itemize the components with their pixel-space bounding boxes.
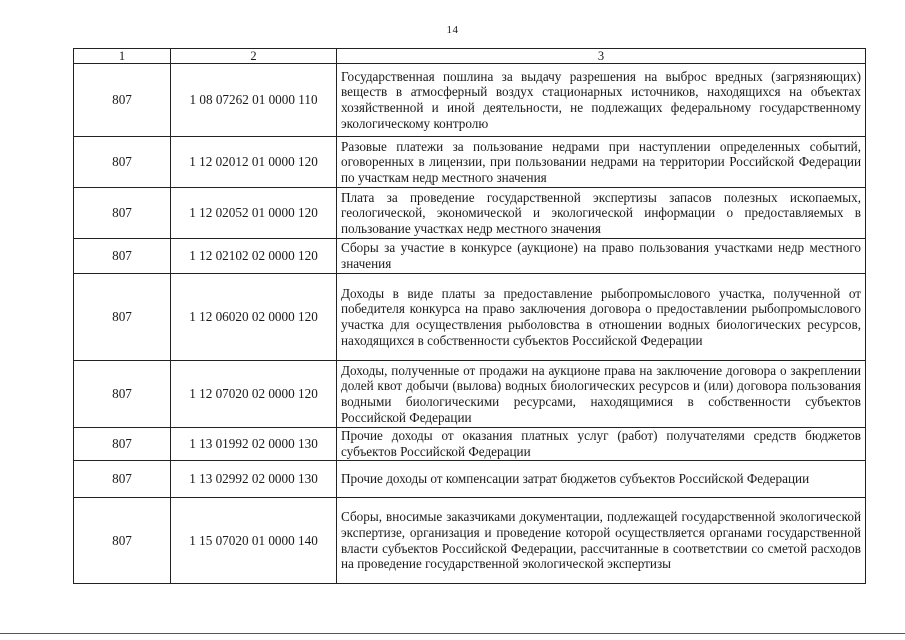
cell-description: Сборы, вносимые заказчиками документации, подлежащей государственной экологической экспертизе, организация и проведение которой осуществляется органами государственной власти субъектов Российской Федерации, рассчитанные в соответствии со сметой расходов на проведение государственной экологической экспертизы xyxy=(337,498,866,584)
column-header-code: 2 xyxy=(171,49,337,64)
table-row xyxy=(74,274,866,361)
cell-description: Доходы в виде платы за предоставление рыбопромыслового участка, полученной от победителя конкурса на право заключения договора о предоставлении рыбопромыслового участка для осуществления рыболовства в отношении водных биологических ресурсов, находящихся в собственности субъектов Российской Федерации xyxy=(337,274,866,361)
cell-admin-code: 807 xyxy=(74,428,171,461)
column-header-admin: 1 xyxy=(74,49,171,64)
cell-description: Государственная пошлина за выдачу разрешения на выброс вредных (загрязняющих) веществ в атмосферный воздух стационарных источников, находящихся на объектах хозяйственной и иной деятельности, не подлежащих федеральному государственному экологическому контролю xyxy=(337,64,866,137)
page-number: 14 xyxy=(446,24,459,36)
revenue-codes-table xyxy=(73,48,866,584)
cell-description: Прочие доходы от оказания платных услуг (работ) получателями средств бюджетов субъектов Российской Федерации xyxy=(337,428,866,461)
table-row xyxy=(74,188,866,239)
cell-budget-code: 1 13 01992 02 0000 130 xyxy=(171,428,337,461)
cell-budget-code: 1 15 07020 01 0000 140 xyxy=(171,498,337,584)
cell-description: Плата за проведение государственной экспертизы запасов полезных ископаемых, геологической, экономической и экологической информации о предоставляемых в пользование участках недр местного значения xyxy=(337,188,866,239)
cell-admin-code: 807 xyxy=(74,461,171,498)
cell-budget-code: 1 12 02052 01 0000 120 xyxy=(171,188,337,239)
cell-description: Разовые платежи за пользование недрами при наступлении определенных событий, оговоренных в лицензии, при пользовании недрами на территории Российской Федерации по участкам недр местного значения xyxy=(337,137,866,188)
cell-description: Прочие доходы от компенсации затрат бюджетов субъектов Российской Федерации xyxy=(337,461,866,498)
table-row xyxy=(74,137,866,188)
cell-admin-code: 807 xyxy=(74,137,171,188)
cell-budget-code: 1 12 06020 02 0000 120 xyxy=(171,274,337,361)
table-row xyxy=(74,428,866,461)
column-header-description: 3 xyxy=(337,49,866,64)
cell-admin-code: 807 xyxy=(74,64,171,137)
cell-budget-code: 1 12 02102 02 0000 120 xyxy=(171,239,337,274)
cell-budget-code: 1 12 02012 01 0000 120 xyxy=(171,137,337,188)
table-row xyxy=(74,361,866,428)
table-header-row xyxy=(74,49,866,64)
table-row xyxy=(74,498,866,584)
table-row xyxy=(74,239,866,274)
cell-budget-code: 1 08 07262 01 0000 110 xyxy=(171,64,337,137)
table-row xyxy=(74,64,866,137)
cell-admin-code: 807 xyxy=(74,239,171,274)
cell-admin-code: 807 xyxy=(74,188,171,239)
cell-description: Доходы, полученные от продажи на аукционе права на заключение договора о закреплении долей квот добычи (вылова) водных биологических ресурсов и (или) договора пользования водными биологическими ресурсами, находящимися в собственности субъектов Российской Федерации xyxy=(337,361,866,428)
cell-admin-code: 807 xyxy=(74,361,171,428)
bottom-rule-divider xyxy=(0,633,905,634)
cell-budget-code: 1 13 02992 02 0000 130 xyxy=(171,461,337,498)
cell-description: Сборы за участие в конкурсе (аукционе) на право пользования участками недр местного значения xyxy=(337,239,866,274)
cell-budget-code: 1 12 07020 02 0000 120 xyxy=(171,361,337,428)
table-row xyxy=(74,461,866,498)
cell-admin-code: 807 xyxy=(74,274,171,361)
cell-admin-code: 807 xyxy=(74,498,171,584)
